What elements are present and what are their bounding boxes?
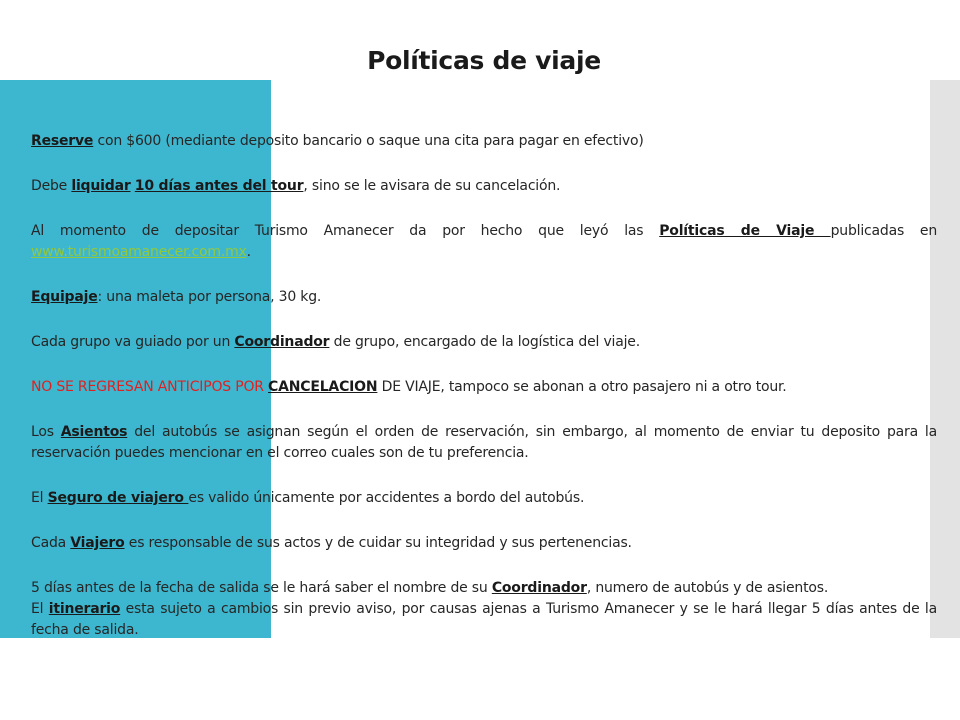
keyword-liquidar: liquidar: [71, 178, 131, 194]
keyword-cancellation: CANCELACION: [268, 379, 378, 395]
keyword-reserve: Reserve: [31, 133, 94, 149]
keyword-coordinator-2: Coordinador: [491, 580, 587, 596]
policy-luggage: Equipaje: una maleta por persona, 30 kg.: [31, 289, 322, 305]
policy-traveler: Cada Viajero es responsable de sus actos y de cuidar su integridad y sus pertenencias.: [31, 535, 632, 551]
policy-itinerary: El itinerario esta sujeto a cambios sin previo aviso, por causas ajenas a Turismo Amanecer y se le hará llegar 5 días antes de la fecha de salida.: [31, 601, 938, 638]
keyword-luggage: Equipaje: [31, 289, 98, 305]
policy-seats: Los Asientos del autobús se asignan según el orden de reservación, sin embargo, al momento de enviar tu deposito para la reservación puedes mencionar en el correo cuales son de tu preferencia.: [31, 424, 937, 461]
policy-payment: Debe liquidar 10 días antes del tour, sino se le avisara de su cancelación.: [31, 178, 561, 194]
policy-coordinator: Cada grupo va guiado por un Coordinador de grupo, encargado de la logística del viaje.: [31, 334, 640, 350]
page-title: Políticas de viaje: [367, 46, 601, 75]
policies-body: [31, 131, 937, 641]
policy-cancellation: NO SE REGRESAN ANTICIPOS POR CANCELACION DE VIAJE, tampoco se abonan a otro pasajero ni a otro tour.: [31, 379, 787, 395]
keyword-seats: Asientos: [60, 424, 128, 440]
website-link[interactable]: www.turismoamanecer.com.mx: [31, 244, 247, 260]
policy-insurance: El Seguro de viajero es valido únicamente por accidentes a bordo del autobús.: [31, 490, 585, 506]
keyword-coordinator: Coordinador: [234, 334, 330, 350]
keyword-policies: Políticas de Viaje: [659, 223, 831, 239]
keyword-insurance: Seguro de viajero: [47, 490, 189, 506]
keyword-itinerary: itinerario: [48, 601, 121, 617]
policy-acceptance: Al momento de depositar Turismo Amanecer da por hecho que leyó las Políticas de Viaje publicadas en www.turismoamanecer.com.mx.: [31, 223, 938, 260]
keyword-traveler: Viajero: [70, 535, 125, 551]
policy-notice: 5 días antes de la fecha de salida se le hará saber el nombre de su Coordinador, numero de autobús y de asientos.: [31, 580, 829, 596]
policy-reserve: Reserve con $600 (mediante deposito bancario o saque una cita para pagar en efectivo): [31, 133, 644, 149]
keyword-deadline: 10 días antes del tour: [134, 178, 304, 194]
